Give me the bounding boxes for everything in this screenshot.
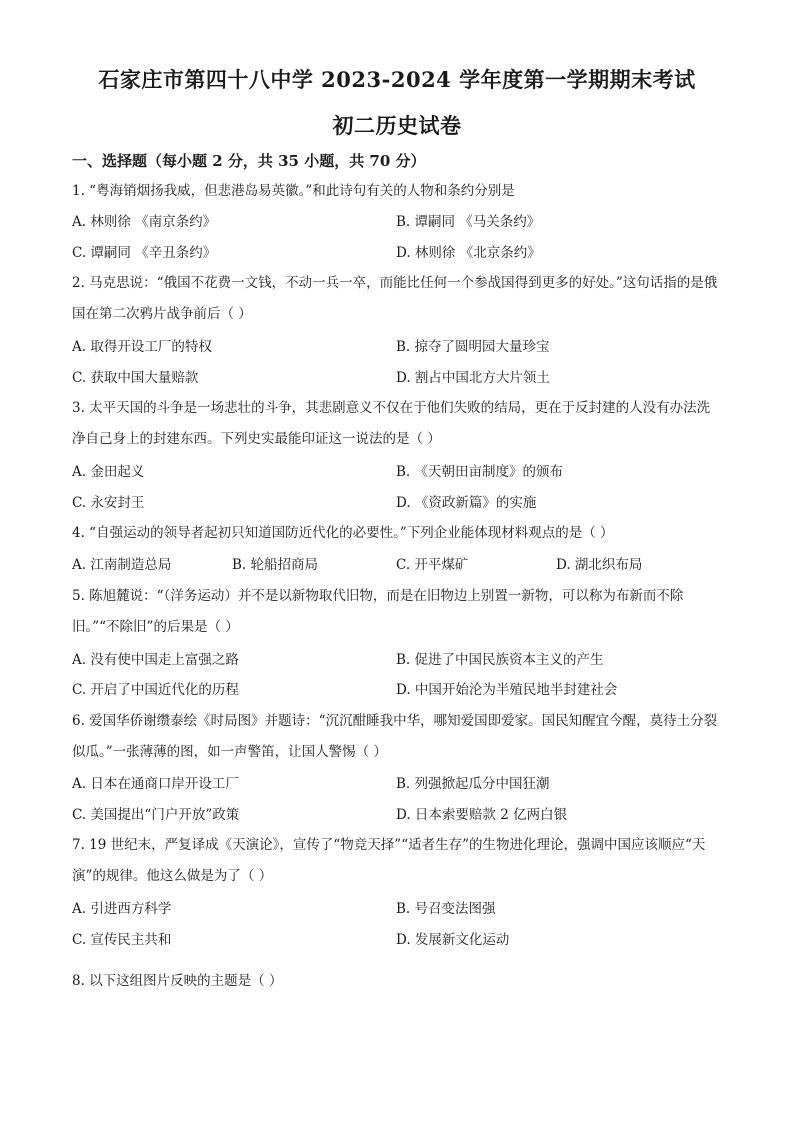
question-7-stem: 7. 19 世纪末，严复译成《天演论》，宣传了“物竞天择”“适者生存”的生物进化理论，强调中国应该顺应“天演”的规律。他这么做是为了（ ） [72, 837, 706, 884]
question-6-option-d: D. 日本索要赔款 2 亿两白银 [396, 807, 568, 823]
question-7-option-a: A. 引进西方科学 [72, 901, 172, 917]
question-2-stem: 2. 马克思说：“俄国不花费一文钱，不动一兵一卒，而能比任何一个参战国得到更多的好处。”这句话指的是俄国在第二次鸦片战争前后（ ） [72, 275, 718, 322]
section-heading: 一、选择题（每小题 2 分，共 35 小题，共 70 分） [72, 152, 426, 170]
question-6-option-b: B. 列强掀起瓜分中国狂潮 [396, 776, 550, 792]
question-6-stem: 6. 爱国华侨谢缵泰绘《时局图》并题诗：“沉沉酣睡我中华，哪知爱国即爱家。国民知醒宜今醒，莫待土分裂似瓜。”一张薄薄的图，如一声警笛，让国人警惕（ ） [72, 713, 718, 760]
exam-title: 石家庄市第四十八中学 2023-2024 学年度第一学期期末考试 [98, 67, 696, 92]
question-5-option-b: B. 促进了中国民族资本主义的产生 [396, 652, 604, 668]
question-4-option-c: C. 开平煤矿 [396, 557, 469, 573]
question-4-option-b: B. 轮船招商局 [232, 557, 319, 573]
question-7-option-b: B. 号召变法图强 [396, 901, 496, 917]
question-7-option-c: C. 宣传民主共和 [72, 932, 172, 948]
question-3-option-a: A. 金田起义 [72, 464, 145, 480]
question-1-option-c: C. 谭嗣同 《辛丑条约》 [72, 245, 217, 261]
question-6-option-a: A. 日本在通商口岸开设工厂 [72, 776, 239, 792]
question-8-stem: 8. 以下这组图片反映的主题是（ ） [72, 973, 283, 989]
question-1-stem: 1. “粤海销烟扬我威，但悲港岛易英徽。”和此诗句有关的人物和条约分别是 [72, 183, 515, 199]
question-5-stem: 5. 陈旭麓说：“（洋务运动）并不是以新物取代旧物，而是在旧物边上别置一新物，可以称为布新而不除旧。”“不除旧”的后果是（ ） [72, 588, 684, 635]
question-5-option-d: D. 中国开始沦为半殖民地半封建社会 [396, 682, 618, 698]
question-6-option-c: C. 美国提出“门户开放”政策 [72, 807, 240, 823]
exam-subtitle: 初二历史试卷 [332, 113, 462, 138]
question-4-option-a: A. 江南制造总局 [72, 557, 172, 573]
question-1-option-b: B. 谭嗣同 《马关条约》 [396, 214, 541, 230]
question-2-option-c: C. 获取中国大量赔款 [72, 370, 199, 386]
question-4-stem: 4. “自强运动的领导者起初只知道国防近代化的必要性。”下列企业能体现材料观点的是（ ） [72, 525, 614, 541]
question-5-option-c: C. 开启了中国近代化的历程 [72, 682, 239, 698]
question-1-option-a: A. 林则徐 《南京条约》 [72, 214, 217, 230]
question-7-option-d: D. 发展新文化运动 [396, 932, 510, 948]
question-5-option-a: A. 没有使中国走上富强之路 [72, 652, 239, 668]
question-2-option-d: D. 割占中国北方大片领土 [396, 370, 550, 386]
question-1-option-d: D. 林则徐 《北京条约》 [396, 245, 541, 261]
question-3-option-d: D. 《资政新篇》的实施 [396, 495, 537, 511]
question-2-option-b: B. 掠夺了圆明园大量珍宝 [396, 339, 550, 355]
question-3-option-c: C. 永安封王 [72, 495, 145, 511]
question-4-option-d: D. 湖北织布局 [556, 557, 643, 573]
question-2-option-a: A. 取得开设工厂的特权 [72, 339, 212, 355]
question-3-stem: 3. 太平天国的斗争是一场悲壮的斗争，其悲剧意义不仅在于他们失败的结局，更在于反封建的人没有办法洗净自己身上的封建东西。下列史实最能印证这一说法的是（ ） [72, 400, 711, 447]
question-3-option-b: B. 《天朝田亩制度》的颁布 [396, 464, 564, 480]
